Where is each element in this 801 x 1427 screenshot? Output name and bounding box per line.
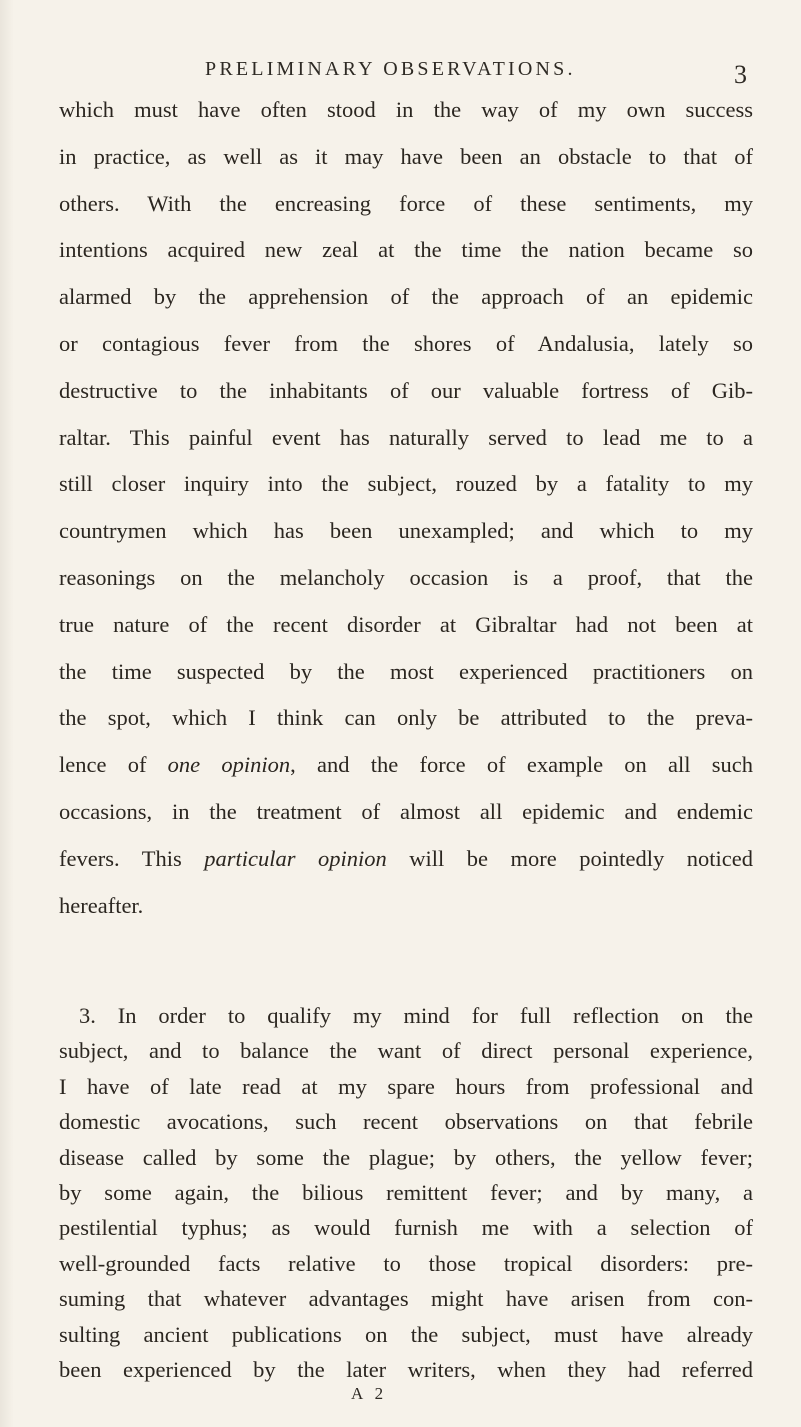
text-line: or contagious fever from the shores of Andalusia, lately so [59, 331, 753, 356]
text-line: sulting ancient publications on the subject, must have already [59, 1321, 753, 1347]
text-line: domestic avocations, such recent observations on that febrile [59, 1109, 753, 1135]
page-number: 3 [734, 60, 747, 89]
text-line: intentions acquired new zeal at the time the nation became so [59, 237, 753, 263]
text-line: still closer inquiry into the subject, rouzed by a fatality to my [59, 471, 753, 497]
text-line: raltar. This painful event has naturally served to lead me to a [59, 424, 753, 450]
text-line: fevers. This particular opinion will be more pointedly noticed [59, 845, 754, 871]
running-head [0, 58, 801, 88]
text-line: in practice, as well as it may have been an obstacle to that of [59, 143, 753, 169]
text-line: suming that whatever advantages might have arisen from con- [59, 1286, 753, 1312]
running-title: PRELIMINARY OBSERVATIONS. [205, 58, 576, 80]
text-line: I have of late read at my spare hours from professional and [59, 1073, 753, 1099]
italic-phrase: one opinion [167, 752, 291, 778]
text-line: others. With the encreasing force of these sentiments, my [59, 190, 753, 216]
text-line: subject, and to balance the want of direct personal experience, [59, 1038, 753, 1064]
text-line: the time suspected by the most experienced practitioners on [59, 658, 753, 684]
text-line: hereafter. [59, 892, 144, 918]
italic-phrase: particular opinion [204, 845, 387, 871]
paragraph-3-first-line: 3. In order to qualify my mind for full reflection on the [79, 1003, 753, 1028]
signature-mark: A 2 [351, 1384, 388, 1403]
text-line: lence of one opinion, and the force of example on all such [59, 752, 753, 778]
text-line: well-grounded facts relative to those tropical disorders: pre- [59, 1250, 753, 1276]
text-line: pestilential typhus; as would furnish me with a selection of [59, 1215, 753, 1241]
text-line: alarmed by the apprehension of the approach of an epidemic [59, 284, 753, 310]
text-line: destructive to the inhabitants of our valuable fortress of Gib- [59, 377, 753, 403]
text-line: which must have often stood in the way of my own success [59, 97, 753, 122]
text-line: occasions, in the treatment of almost all epidemic and endemic [59, 799, 753, 824]
text-line: disease called by some the plague; by others, the yellow fever; [59, 1144, 753, 1170]
text-line: the spot, which I think can only be attributed to the preva- [59, 705, 753, 731]
text-line: true nature of the recent disorder at Gibraltar had not been at [59, 611, 753, 637]
text-line: been experienced by the later writers, when they had referred [59, 1357, 753, 1382]
text-line: countrymen which has been unexampled; and which to my [59, 518, 753, 544]
text-line: reasonings on the melancholy occasion is a proof, that the [59, 565, 753, 590]
text-line: by some again, the bilious remittent fever; and by many, a [59, 1180, 753, 1205]
